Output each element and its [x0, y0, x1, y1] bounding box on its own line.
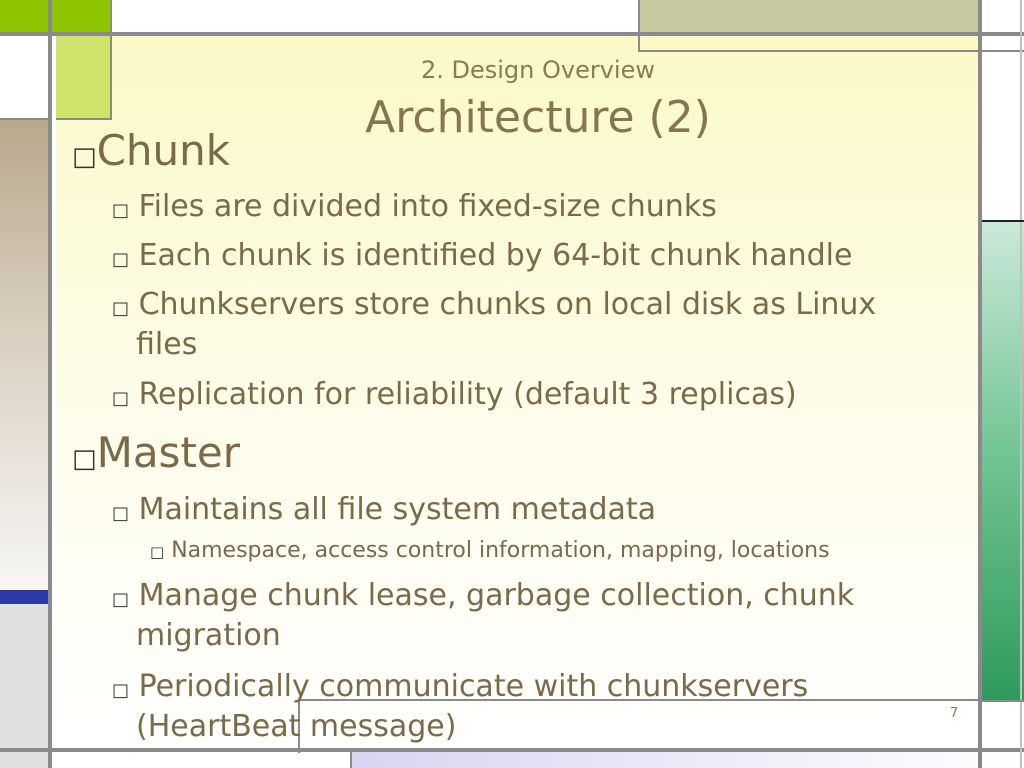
bullet-square-icon: □ [112, 249, 130, 270]
bullet-square-icon: □ [112, 388, 130, 409]
lime-square [56, 36, 110, 120]
tan-left-gradient-block [0, 120, 48, 590]
bullet-square-icon: □ [112, 503, 130, 524]
bullet-square-icon: □ [112, 589, 130, 610]
list-item [112, 285, 876, 329]
lime-square-bottom [56, 118, 112, 120]
slide-title: Architecture (2) [365, 92, 711, 143]
far-right-rule [1020, 0, 1022, 768]
khaki-top-block [640, 0, 980, 32]
list-item-text: Each chunk is identified by 64-bit chunk handle [138, 238, 853, 273]
list-item-text: Maintains all file system metadata [138, 492, 657, 527]
top-rule [0, 32, 1024, 36]
grey-left-block [0, 604, 48, 768]
slide-subtitle: 2. Design Overview [420, 56, 655, 84]
lime-square-edge [110, 0, 112, 120]
green-right-gradient-block [982, 222, 1024, 700]
list-item-continuation: files [136, 327, 198, 362]
list-item [112, 187, 717, 231]
list-item-text: Files are divided into fixed-size chunks [138, 189, 717, 224]
master-heading [72, 428, 240, 477]
green-corner-block [0, 0, 110, 32]
master-heading-text: Master [96, 428, 241, 477]
list-item [112, 667, 808, 711]
sub-list-item [150, 538, 830, 563]
bottom-strip-edge [350, 750, 352, 768]
list-item [112, 375, 797, 419]
bullet-square-icon: □ [150, 543, 165, 561]
bullet-square-icon: □ [72, 142, 97, 172]
list-item [112, 490, 656, 534]
right-block-bottom [982, 700, 1024, 702]
chunk-heading-text: Chunk [96, 126, 231, 175]
list-item-text: Replication for reliability (default 3 replicas) [138, 377, 797, 412]
bottom-rule [0, 748, 1024, 752]
khaki-block-edge [638, 0, 640, 52]
list-item-continuation: migration [136, 618, 281, 653]
bullet-square-icon: □ [112, 200, 130, 221]
list-item [112, 236, 852, 280]
list-item [112, 576, 854, 620]
blue-left-bar [0, 590, 48, 604]
list-item-continuation: (HeartBeat message) [136, 709, 457, 744]
bullet-square-icon: □ [112, 298, 130, 319]
khaki-block-bottom [638, 50, 1024, 52]
right-rule [978, 0, 982, 768]
left-rule [48, 0, 52, 768]
list-item-text: Periodically communicate with chunkservers [138, 669, 809, 704]
bullet-square-icon: □ [72, 444, 97, 474]
bottom-lavender-strip [350, 752, 1024, 768]
left-block-divider [0, 118, 48, 120]
page-number: 7 [950, 706, 959, 721]
sub-list-item-text: Namespace, access control information, mapping, locations [171, 538, 830, 563]
list-item-text: Manage chunk lease, garbage collection, chunk [138, 578, 855, 613]
chunk-heading [72, 126, 230, 175]
bullet-square-icon: □ [112, 680, 130, 701]
right-block-divider [982, 220, 1024, 222]
list-item-text: Chunkservers store chunks on local disk as Linux [138, 287, 877, 322]
